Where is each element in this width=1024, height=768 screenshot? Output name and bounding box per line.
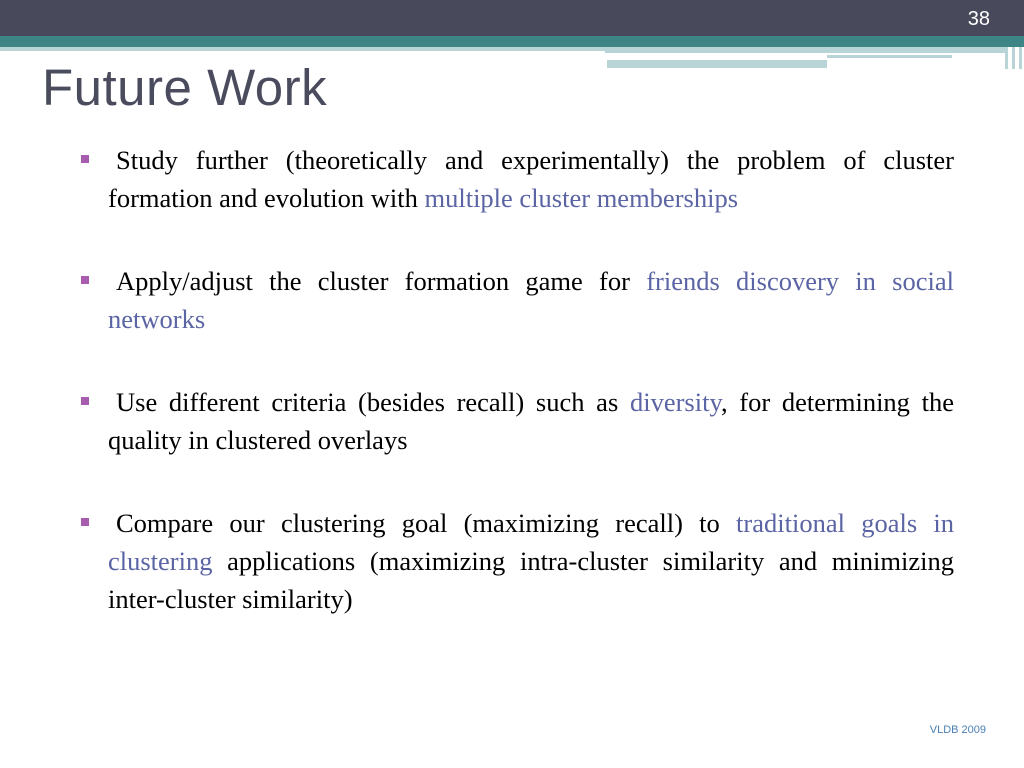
bullet-text: Compare our clustering goal (maximizing recall) to: [116, 508, 737, 538]
highlighted-text: friends discovery in social networks: [108, 266, 954, 334]
decorative-stripe: [1012, 47, 1015, 69]
bullet-text: applications (maximizing intra-cluster similarity and minimizing inter-cluster similarity): [108, 546, 954, 614]
decorative-stripe: [607, 60, 827, 68]
bullet-item: [80, 141, 954, 217]
decorative-stripe: [1005, 47, 1008, 69]
bullet-item: [80, 504, 954, 618]
header-accent-line: [0, 47, 605, 51]
square-bullet-icon: [81, 276, 89, 284]
square-bullet-icon: [81, 518, 89, 526]
slide-title: Future Work: [42, 59, 328, 116]
slide-number: 38: [967, 8, 990, 30]
highlighted-text: diversity: [629, 387, 721, 417]
decorative-stripe: [827, 55, 952, 58]
footer-text: VLDB 2009: [929, 724, 986, 736]
bullet-text: Use different criteria (besides recall) such as: [116, 387, 630, 417]
header-bar: [0, 0, 1024, 36]
highlighted-text: multiple cluster memberships: [424, 183, 739, 213]
decorative-stripe: [1019, 47, 1022, 69]
bullet-item: [80, 262, 954, 338]
bullet-text: Study further (theoretically and experimentally) the problem of cluster formation and evolution with: [108, 145, 954, 213]
bullet-text: , for determining the quality in clustered overlays: [108, 387, 954, 455]
square-bullet-icon: [81, 397, 89, 405]
header-accent-band: [0, 36, 1024, 47]
bullet-text: Apply/adjust the cluster formation game for: [116, 266, 647, 296]
decorative-stripe: [605, 47, 1005, 53]
bullet-item: [80, 383, 954, 459]
bullet-list: [80, 141, 954, 663]
square-bullet-icon: [81, 155, 89, 163]
highlighted-text: traditional goals in clustering: [108, 508, 954, 576]
